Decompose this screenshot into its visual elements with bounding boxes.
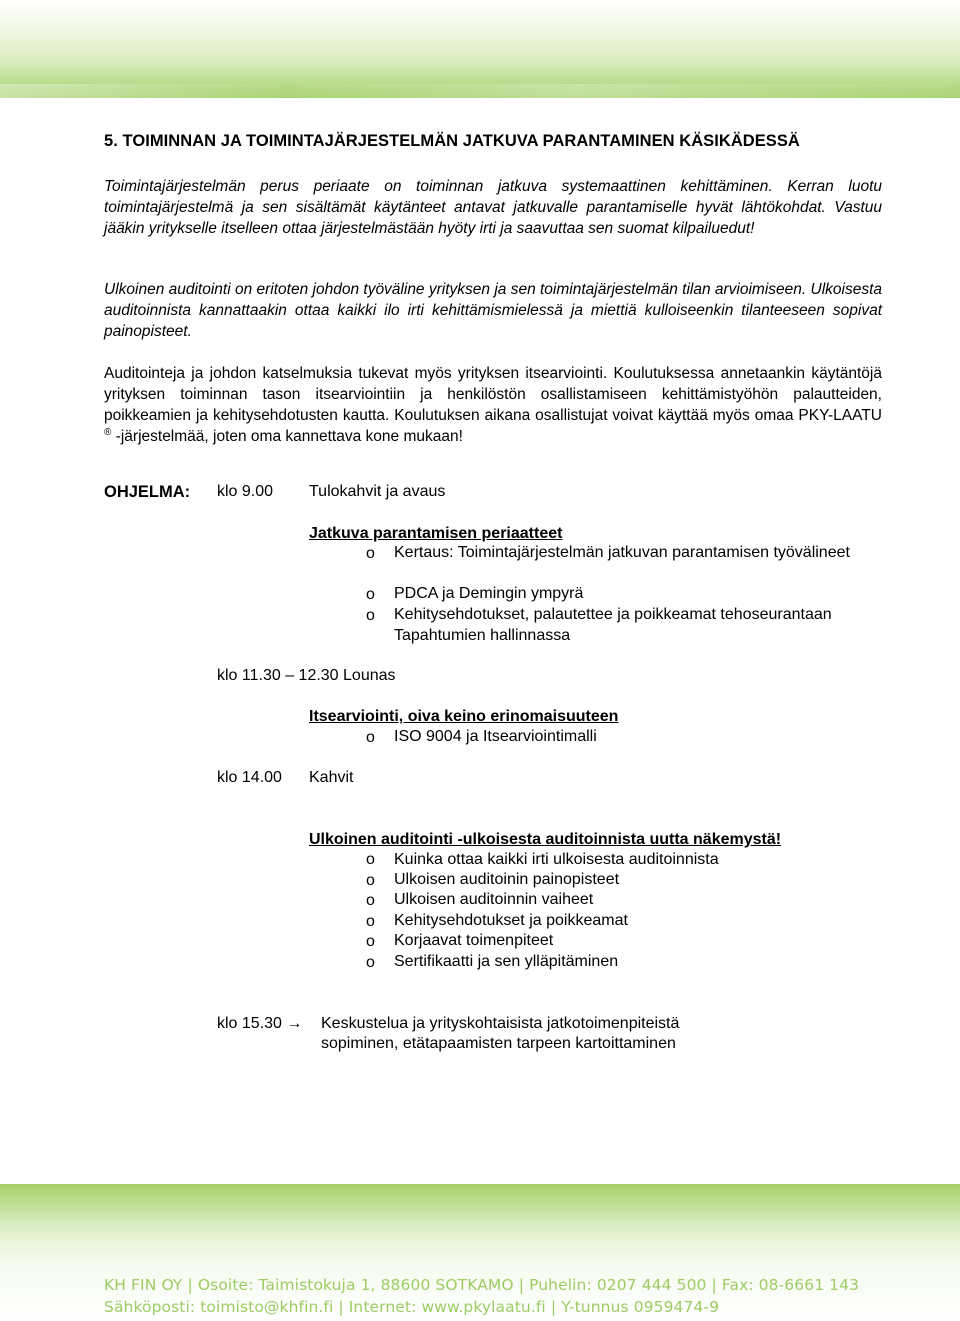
bullet-item: Ulkoisen auditoinin painopisteet [394,871,620,888]
bullet-item: Kehitysehdotukset, palautettee ja poikkeamat tehoseurantaan Tapahtumien hallinnassa [394,606,832,644]
program-label: OHJELMA: [104,483,191,501]
slot-time-3: klo 14.00 [217,769,282,786]
bullet-marker: o [366,607,375,624]
section-title-3: Ulkoinen auditointi -ulkoisesta auditoinnista uutta näkemystä! [309,831,782,848]
bullet-marker: o [366,933,375,950]
intro-paragraph-2: Ulkoinen auditointi on eritoten johdon työväline yrityksen ja sen toimintajärjestelmän tilan arvioimiseen. Ulkoisesta auditoinnista kannattaakin ottaa kaikki ilo irti kehittämismielessä ja miettiä kulloiseenkin tilanteeseen sopivat painopisteet. [104,281,882,340]
bullet-item: ISO 9004 ja Itsearviointimalli [394,728,597,745]
slot-time-1: klo 9.00 [217,483,274,500]
bullet-marker: o [366,913,375,930]
slot-title-3: Kahvit [309,769,354,786]
bullet-item: Ulkoisen auditoinnin vaiheet [394,891,594,908]
intro-paragraph-3-end: -järjestelmää, joten oma kannettava kone mukaan! [111,428,463,445]
bullet-item: Sertifikaatti ja sen ylläpitäminen [394,953,619,970]
bullet-marker: o [366,892,375,909]
slot-time-4: klo 15.30 → [217,1015,303,1032]
footer-contact-line: KH FIN OY | Osoite: Taimistokuja 1, 88600 SOTKAMO | Puhelin: 0207 444 500 | Fax: 08-6661 143 [104,1276,860,1294]
bullet-marker: o [366,872,375,889]
bullet-marker: o [366,545,375,562]
bullet-item: Korjaavat toimenpiteet [394,932,554,949]
bullet-item: Kehitysehdotukset ja poikkeamat [394,912,628,929]
section-heading: 5. TOIMINNAN JA TOIMINTAJÄRJESTELMÄN JATKUVA PARANTAMINEN KÄSIKÄDESSÄ [104,132,800,150]
bullet-marker: o [366,586,375,603]
section-title-2: Itsearviointi, oiva keino erinomaisuuteen [309,708,619,725]
slot-title-4-line-1: Keskustelua ja yrityskohtaisista jatkotoimenpiteistä [321,1015,680,1032]
section-title-1: Jatkuva parantamisen periaatteet [309,525,563,542]
slot-title-1: Tulokahvit ja avaus [309,483,446,500]
registered-mark: ® [104,426,112,438]
slot-title-4-line-2: sopiminen, etätapaamisten tarpeen kartoittaminen [321,1035,676,1052]
bullet-item: PDCA ja Demingin ympyrä [394,585,584,602]
intro-paragraph-1: Toimintajärjestelmän perus periaate on toiminnan jatkuva systemaattinen kehittäminen. Kerran luotu toimintajärjestelmä ja sen sisältämät käytänteet antavat jatkuvalle parantamiselle hyvät lähtökohdat. Vastuu jääkin yritykselle itselleen ottaa järjestelmästään hyöty irti ja saavuttaa sen suomat kilpailuedut! [104,178,882,237]
footer-web-line: Sähköposti: toimisto@khfin.fi | Internet: www.pkylaatu.fi | Y-tunnus 0959474-9 [104,1298,720,1316]
slot-time-2: klo 11.30 – 12.30 Lounas [217,667,396,684]
header-green-band [0,0,960,98]
bullet-marker: o [366,851,375,868]
intro-paragraph-3-text: Auditointeja ja johdon katselmuksia tukevat myös yrityksen itsearviointi. Koulutuksessa annetaankin käytäntöjä yrityksen toiminnan tason itsearviointiin ja henkilöstön osallistamiseen kehittämistyöhön palautteiden, poikkeamien ja kehitysehdotusten kautta. Koulutuksen aikana osallistujat voivat käyttää myös omaa PKY-LAATU [104,365,882,424]
bullet-marker: o [366,954,375,971]
intro-paragraph-3 [104,363,882,447]
bullet-marker: o [366,729,375,746]
bullet-item: Kertaus: Toimintajärjestelmän jatkuvan parantamisen työvälineet [394,544,850,561]
bullet-item: Kuinka ottaa kaikki irti ulkoisesta auditoinnista [394,851,719,868]
